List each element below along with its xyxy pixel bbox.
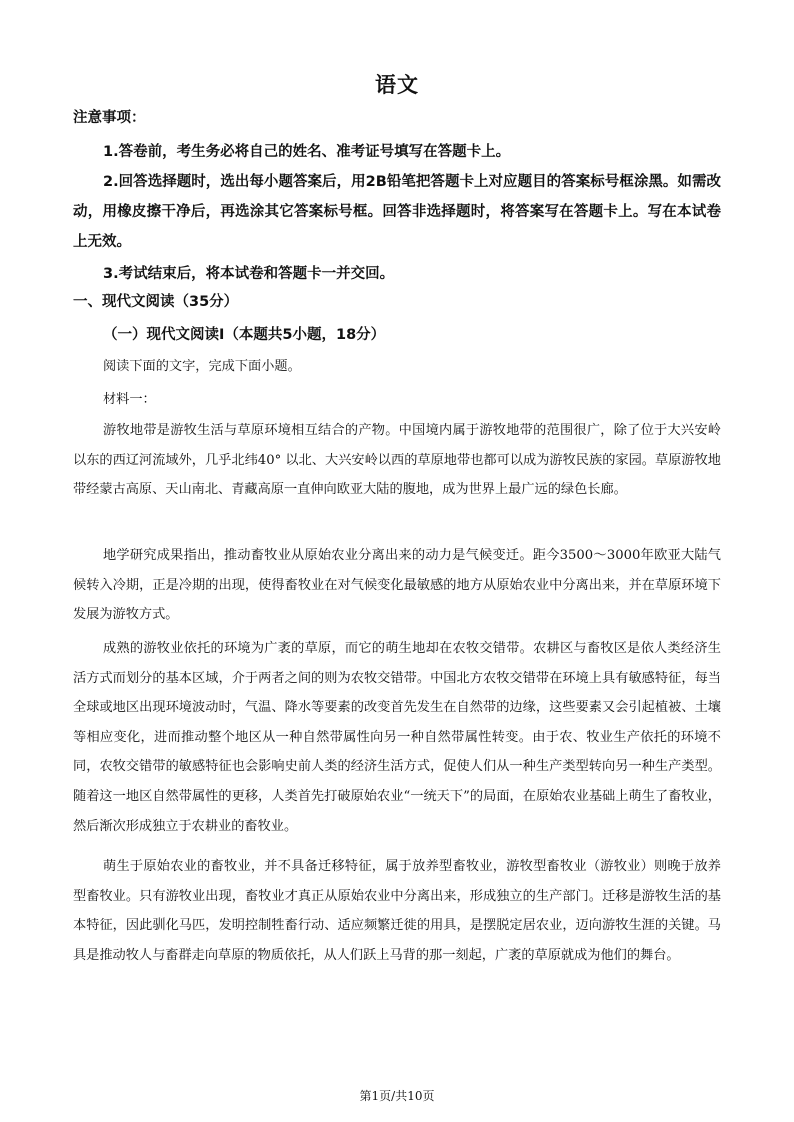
passage-paragraph-2: 地学研究成果指出，推动畜牧业从原始农业分离出来的动力是气候变迁。距今3500～3000年欧亚大陆气候转入冷期，正是冷期的出现，使得畜牧业在对气候变化最敏感的地方从原始农业中分离出来，并在草原环境下发展为游牧方式。 <box>73 548 721 623</box>
page-title: 语文 <box>375 73 419 97</box>
passage-paragraph-4: 萌生于原始农业的畜牧业，并不具备迁移特征，属于放养型畜牧业，游牧型畜牧业（游牧业）则晚于放养型畜牧业。只有游牧业出现，畜牧业才真正从原始农业中分离出来，形成独立的生产部门。迁移是游牧生活的基本特征，因此驯化马匹，发明控制牲畜行动、适应频繁迁徙的用具，是摆脱定居农业，迈向游牧生涯的关键。马具是推动牧人与畜群走向草原的物质依托，从人们跃上马背的那一刻起，广袤的草原就成为他们的舞台。 <box>73 859 721 963</box>
page-number: 第1页/共10页 <box>359 1089 435 1103</box>
material-label: 材料一： <box>103 392 156 407</box>
passage-paragraph-3: 成熟的游牧业依托的环境为广袤的草原，而它的萌生地却在农牧交错带。农耕区与畜牧区是依人类经济生活方式而划分的基本区域，介于两者之间的则为农牧交错带。中国北方农牧交错带在环境上具有敏感特征，每当全球或地区出现环境波动时，气温、降水等要素的改变首先发生在自然带的边缘，这些要素又会引起植被、土壤等相应变化，进而推动整个地区从一种自然带属性向另一种自然带属性转变。由于农、牧业生产依托的环境不同，农牧交错带的敏感特征也会影响史前人类的经济生活方式，促使人们从一种生产类型转向另一种生产类型。随着这一地区自然带属性的更移，人类首先打破原始农业“一统天下”的局面，在原始农业基础上萌生了畜牧业，然后渐次形成独立于农耕业的畜牧业。 <box>73 641 721 834</box>
passage-paragraph-1: 游牧地带是游牧生活与草原环境相互结合的产物。中国境内属于游牧地带的范围很广，除了位于大兴安岭以东的西辽河流域外，几乎北纬40° 以北、大兴安岭以西的草原地带也都可以成为游牧民族的家园。草原游牧地带经蒙古高原、天山南北、青藏高原一直伸向欧亚大陆的腹地，成为世界上最广远的绿色长廊。 <box>73 423 721 498</box>
section-heading: 一、现代文阅读（35分） <box>73 294 239 310</box>
notice-item-1: 1.答卷前，考生务必将自己的姓名、准考证号填写在答题卡上。 <box>103 144 511 160</box>
notice-item-3: 3.考试结束后，将本试卷和答题卡一并交回。 <box>103 266 395 282</box>
notice-item-2: 2.回答选择题时，选出每小题答案后，用2B铅笔把答题卡上对应题目的答案标号框涂黑。如需改动，用橡皮擦干净后，再选涂其它答案标号框。回答非选择题时，将答案写在答题卡上。写在本试卷上无效。 <box>73 174 721 250</box>
subsection-heading: （一）现代文阅读Ⅰ（本题共5小题，18分） <box>103 327 386 343</box>
notice-heading: 注意事项： <box>73 110 146 126</box>
reading-instruction: 阅读下面的文字，完成下面小题。 <box>103 359 301 374</box>
